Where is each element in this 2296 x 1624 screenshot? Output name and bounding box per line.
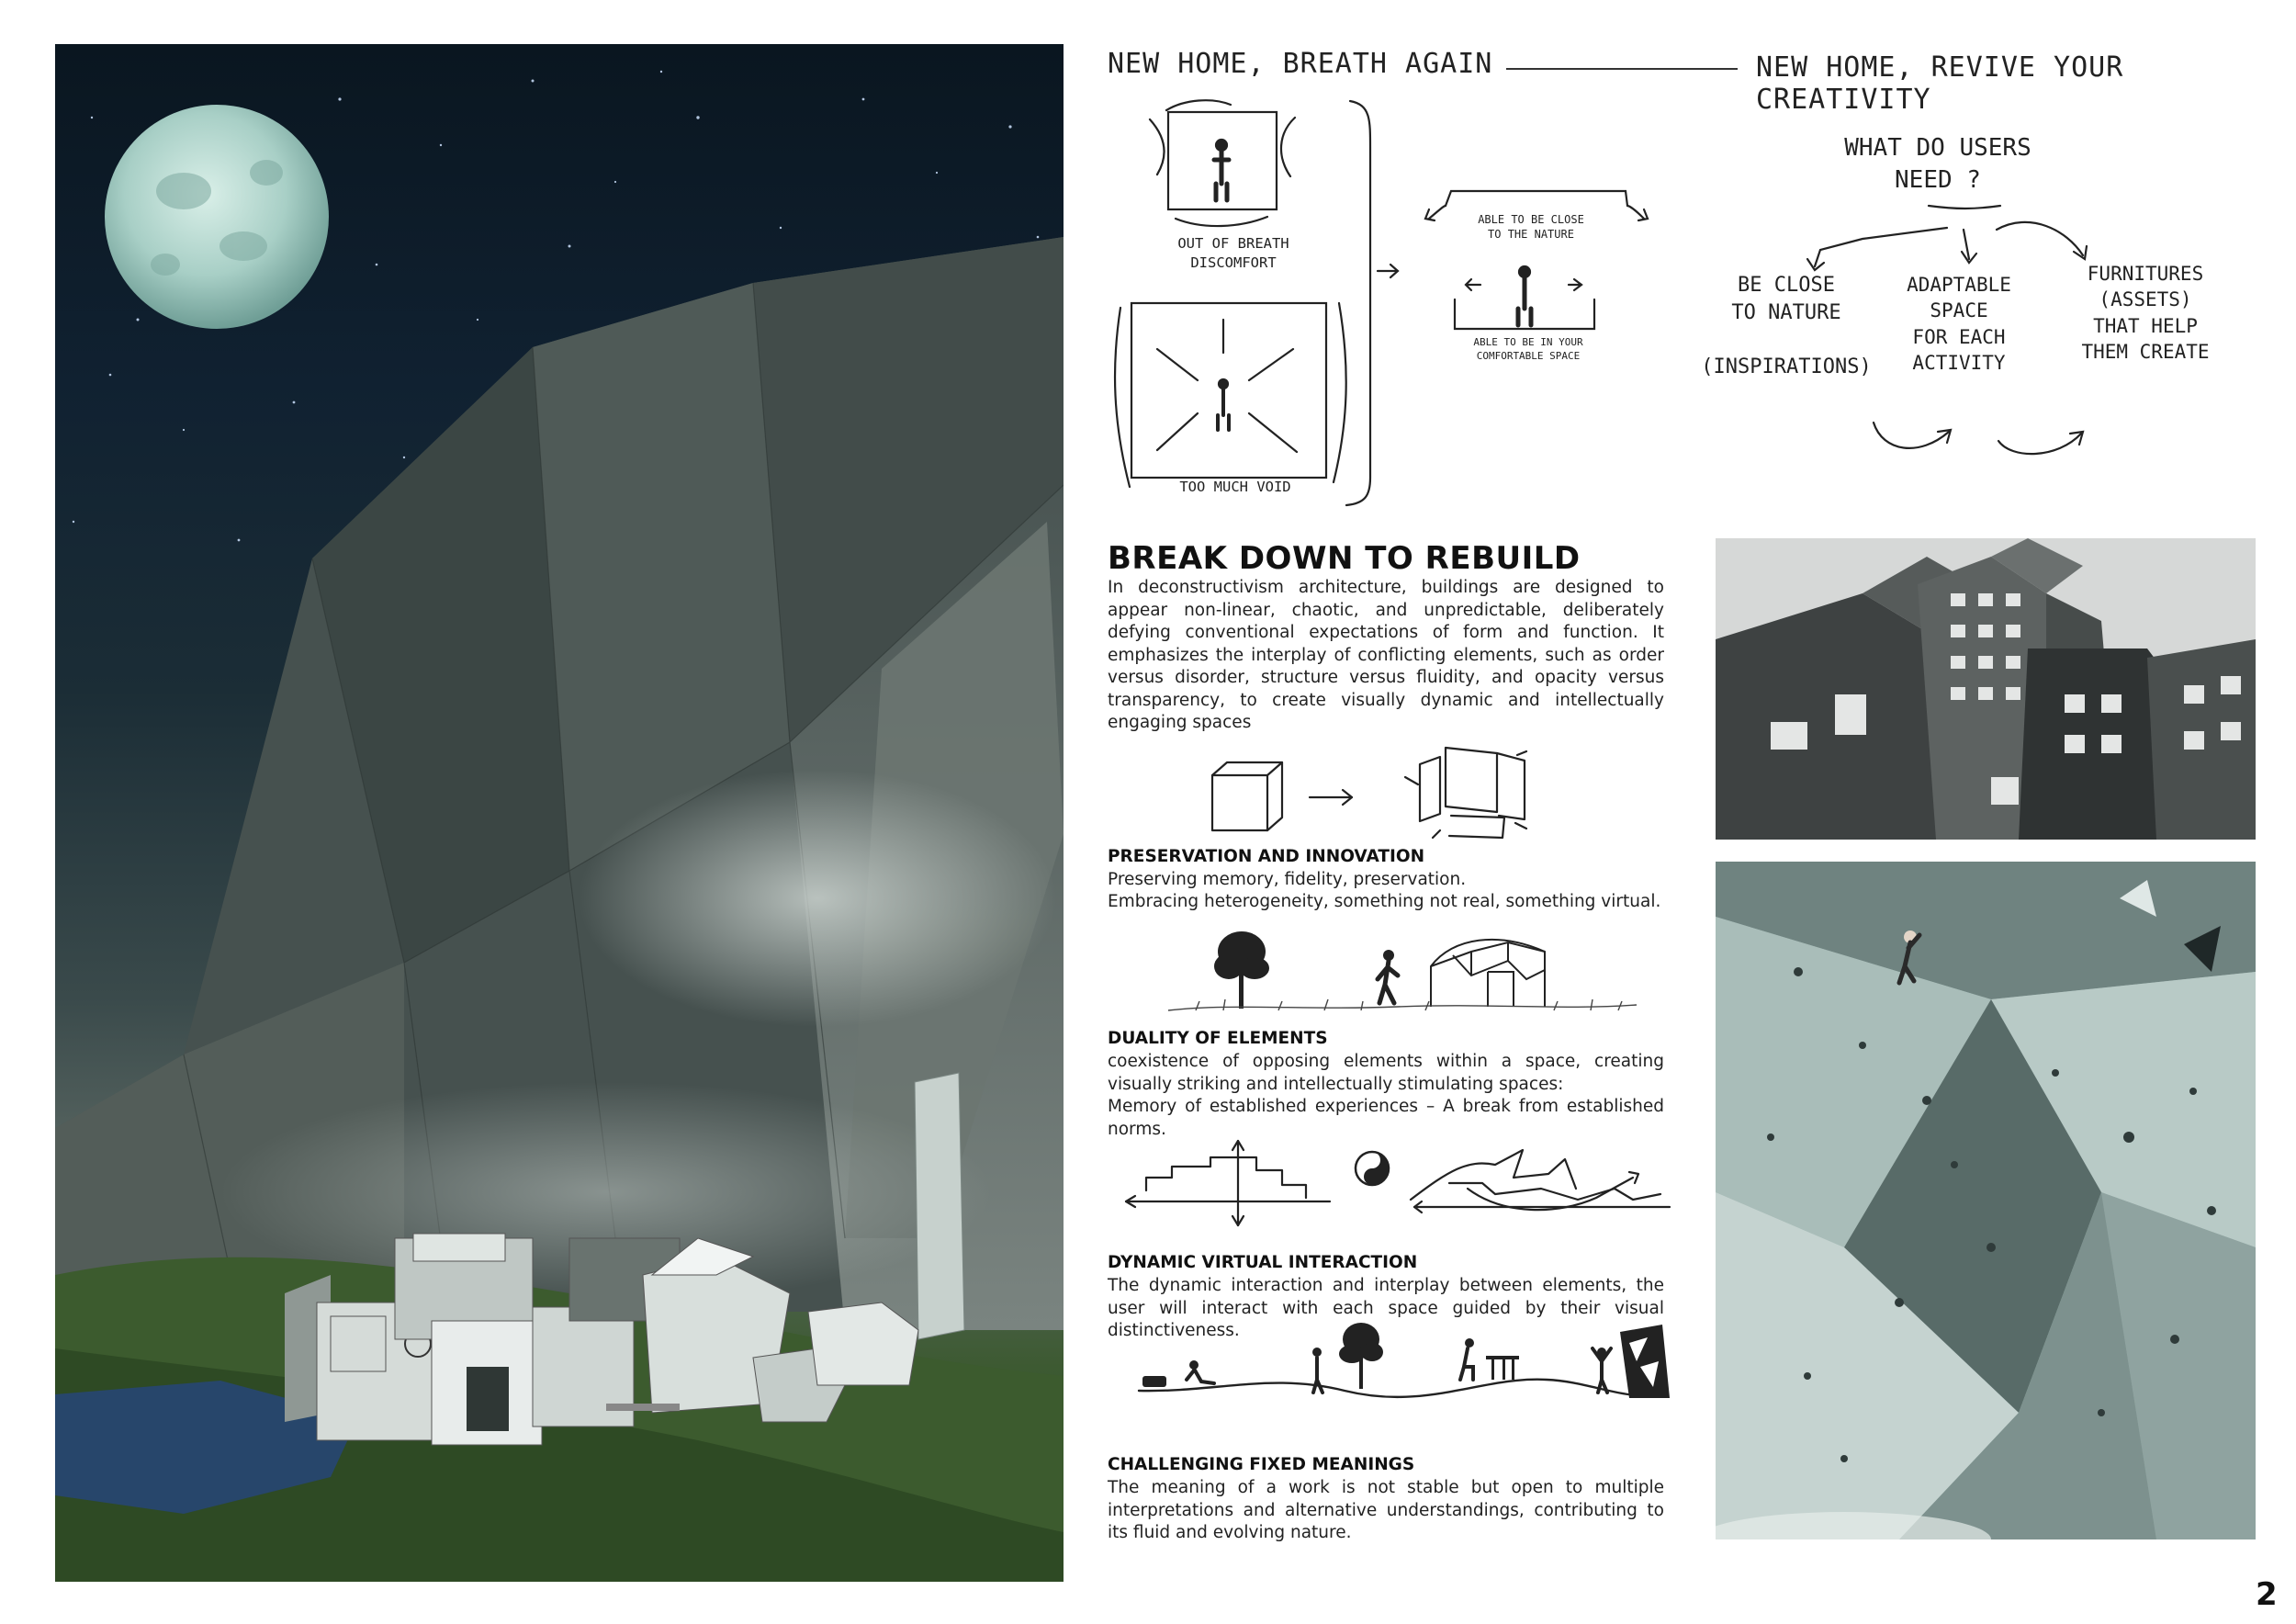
preservation-line-2: Embracing heterogeneity, something not real, something virtual. — [1108, 892, 1661, 911]
challenging-title: CHALLENGING FIXED MEANINGS — [1108, 1455, 1415, 1474]
dynamic-title: DYNAMIC VIRTUAL INTERACTION — [1108, 1253, 1418, 1272]
light-tower — [915, 1073, 964, 1339]
tree-icon — [1214, 931, 1269, 1009]
sitting-person-icon — [1187, 1360, 1214, 1383]
duality-title: DUALITY OF ELEMENTS — [1108, 1029, 1328, 1048]
main-body: In deconstructivism architecture, buildings are designed to appear non-linear, chaotic, and unpredictable, deliberately defying conventional expectations of form and function. It emphasizes the interplay of conflicting elements, such as order versus disorder, structure versus fluidity, and opacity versus transparency, to create visually dynamic and intellectually engaging spaces — [1108, 578, 1664, 732]
cheering-person-icon — [1593, 1348, 1611, 1393]
sketch-divider — [1506, 68, 1738, 70]
cube-breakdown-diagram — [1209, 742, 1558, 843]
needs-sketch — [1102, 92, 2268, 514]
dynamic-body: The dynamic interaction and interplay between elements, the user will interact with each space guided by their visual distinctiveness. — [1108, 1276, 1664, 1340]
label-out-of-breath: OUT OF BREATH DISCOMFORT — [1177, 235, 1289, 271]
climbing-wall-photo — [1716, 862, 2256, 1539]
dynamic-interaction-diagram — [1133, 1315, 1675, 1416]
moon — [105, 105, 329, 329]
yin-yang-icon — [1356, 1152, 1389, 1185]
deconstructivist-building-photo — [1716, 538, 2256, 840]
duality-body-1: coexistence of opposing elements within a space, creating visually striking and intellectually stimulating spaces: — [1108, 1052, 1664, 1094]
users-need-question: WHAT DO USERS NEED ? — [1844, 134, 2032, 195]
duality-body-2: Memory of established experiences – A break from established norms. — [1108, 1097, 1664, 1139]
climbing-wall-icon — [1620, 1325, 1670, 1398]
need-adaptable-space: ADAPTABLE SPACE FOR EACH ACTIVITY — [1907, 274, 2011, 375]
walking-person-icon — [1378, 950, 1398, 1003]
tree-icon-small — [1339, 1323, 1383, 1389]
sofa-icon — [1142, 1376, 1166, 1387]
need-furnitures: FURNITURES (ASSETS) THAT HELP THEM CREATE — [2081, 263, 2210, 364]
sketch-title-right: NEW HOME, REVIVE YOUR CREATIVITY — [1756, 51, 2124, 116]
desk-worker-icon — [1460, 1338, 1519, 1380]
label-comfortable-space: ABLE TO BE IN YOUR COMFORTABLE SPACE — [1473, 336, 1583, 362]
render-scene — [55, 44, 1064, 1582]
preservation-diagram — [1159, 915, 1646, 1020]
need-close-to-nature: BE CLOSE TO NATURE (INSPIRATIONS) — [1701, 274, 1872, 379]
challenging-body: The meaning of a work is not stable but open to multiple interpretations and alternative understandings, contributing to its fluid and evolving nature. — [1108, 1478, 1664, 1542]
night-render-image — [55, 44, 1064, 1582]
fog — [579, 770, 1056, 1027]
dome-structure-icon — [1431, 940, 1545, 1007]
page-number: 2 — [2256, 1576, 2278, 1613]
main-title: BREAK DOWN TO REBUILD — [1108, 540, 1581, 577]
label-close-to-nature: ABLE TO BE CLOSE TO THE NATURE — [1478, 213, 1584, 242]
preservation-line-1: Preserving memory, fidelity, preservation. — [1108, 870, 1467, 889]
preservation-title: PRESERVATION AND INNOVATION — [1108, 847, 1425, 866]
duality-diagram — [1119, 1133, 1671, 1231]
sketch-title-left: NEW HOME, BREATH AGAIN — [1108, 48, 1493, 80]
label-too-much-void: TOO MUCH VOID — [1179, 479, 1291, 495]
